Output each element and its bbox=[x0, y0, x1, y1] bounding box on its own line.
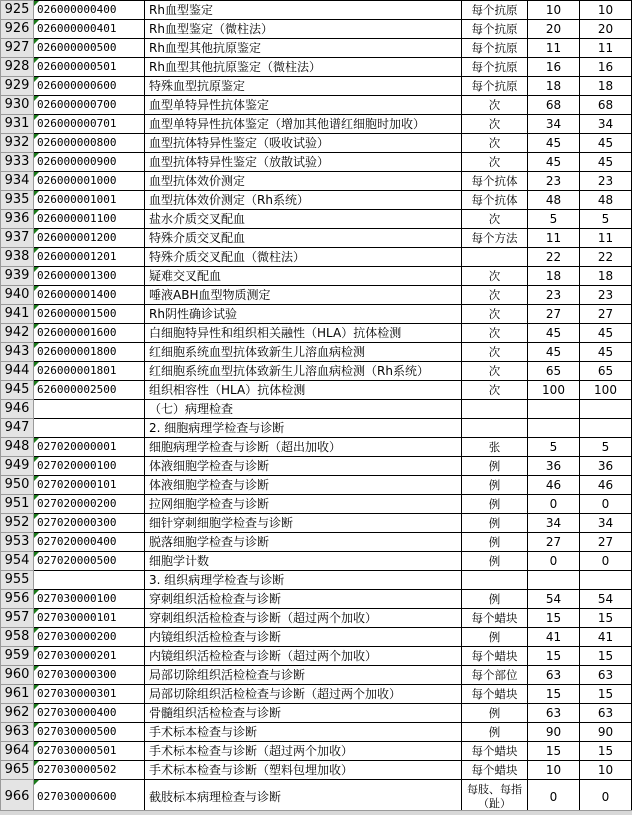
unit-cell[interactable]: 次 bbox=[462, 210, 528, 229]
item-name-cell[interactable]: 特殊血型抗原鉴定 bbox=[145, 77, 462, 96]
price-a-cell[interactable]: 54 bbox=[528, 590, 580, 609]
item-code-cell[interactable]: 026000000500 bbox=[34, 39, 145, 58]
unit-cell[interactable]: 例 bbox=[462, 533, 528, 552]
unit-cell[interactable]: 例 bbox=[462, 495, 528, 514]
price-b-cell[interactable]: 34 bbox=[580, 514, 632, 533]
price-a-cell[interactable]: 27 bbox=[528, 533, 580, 552]
price-b-cell[interactable]: 15 bbox=[580, 609, 632, 628]
price-a-cell[interactable]: 23 bbox=[528, 172, 580, 191]
row-number[interactable]: 958 bbox=[1, 628, 34, 647]
table-row bbox=[1, 647, 632, 666]
price-b-cell[interactable] bbox=[580, 419, 632, 438]
price-b-cell[interactable]: 45 bbox=[580, 343, 632, 362]
price-a-cell[interactable]: 63 bbox=[528, 704, 580, 723]
price-b-cell[interactable]: 5 bbox=[580, 210, 632, 229]
unit-cell[interactable]: 每个蜡块 bbox=[462, 609, 528, 628]
price-a-cell[interactable]: 100 bbox=[528, 381, 580, 400]
unit-cell[interactable]: 次 bbox=[462, 343, 528, 362]
price-b-cell[interactable]: 23 bbox=[580, 172, 632, 191]
price-a-cell[interactable]: 68 bbox=[528, 96, 580, 115]
table-row bbox=[1, 457, 632, 476]
table-row bbox=[1, 134, 632, 153]
table-row bbox=[1, 761, 632, 780]
row-number[interactable]: 954 bbox=[1, 552, 34, 571]
unit-cell[interactable]: 次 bbox=[462, 286, 528, 305]
unit-cell[interactable]: 例 bbox=[462, 590, 528, 609]
unit-cell[interactable]: 例 bbox=[462, 552, 528, 571]
unit-cell[interactable]: 每个抗原 bbox=[462, 39, 528, 58]
item-code-cell[interactable]: 027020000500 bbox=[34, 552, 145, 571]
item-name-cell[interactable]: 血型单特异性抗体鉴定 bbox=[145, 96, 462, 115]
table-row bbox=[1, 628, 632, 647]
item-code-cell[interactable]: 626000002500 bbox=[34, 381, 145, 400]
item-name-cell[interactable]: 2. 细胞病理学检查与诊断 bbox=[145, 419, 462, 438]
item-name-cell[interactable]: 血型抗体特异性鉴定（放散试验） bbox=[145, 153, 462, 172]
table-row bbox=[1, 362, 632, 381]
price-b-cell[interactable]: 45 bbox=[580, 134, 632, 153]
unit-cell[interactable] bbox=[462, 248, 528, 267]
row-number[interactable]: 955 bbox=[1, 571, 34, 590]
item-name-cell[interactable]: 内镜组织活检检查与诊断 bbox=[145, 628, 462, 647]
item-code-cell[interactable]: 027030000101 bbox=[34, 609, 145, 628]
price-a-cell[interactable]: 23 bbox=[528, 286, 580, 305]
table-row bbox=[1, 704, 632, 723]
item-code-cell[interactable]: 027030000600 bbox=[34, 780, 145, 815]
price-b-cell[interactable]: 41 bbox=[580, 628, 632, 647]
unit-cell[interactable]: 每个部位 bbox=[462, 666, 528, 685]
table-row bbox=[1, 210, 632, 229]
price-b-cell[interactable]: 15 bbox=[580, 742, 632, 761]
price-b-cell[interactable]: 18 bbox=[580, 77, 632, 96]
price-a-cell[interactable]: 22 bbox=[528, 248, 580, 267]
item-name-cell[interactable]: 血型抗体效价测定 bbox=[145, 172, 462, 191]
row-number[interactable]: 950 bbox=[1, 476, 34, 495]
item-code-cell[interactable]: 026000000700 bbox=[34, 96, 145, 115]
table-row bbox=[1, 723, 632, 742]
table-row bbox=[1, 229, 632, 248]
table-row bbox=[1, 58, 632, 77]
price-a-cell[interactable]: 11 bbox=[528, 229, 580, 248]
item-name-cell[interactable]: 组织相容性（HLA）抗体检测 bbox=[145, 381, 462, 400]
table-row bbox=[1, 324, 632, 343]
item-code-cell[interactable]: 026000001500 bbox=[34, 305, 145, 324]
item-code-cell[interactable] bbox=[34, 419, 145, 438]
price-a-cell[interactable]: 34 bbox=[528, 514, 580, 533]
unit-cell[interactable]: 次 bbox=[462, 362, 528, 381]
row-number[interactable]: 930 bbox=[1, 96, 34, 115]
item-name-cell[interactable]: 红细胞系统血型抗体致新生儿溶血病检测 bbox=[145, 343, 462, 362]
row-number[interactable]: 940 bbox=[1, 286, 34, 305]
row-number[interactable]: 938 bbox=[1, 248, 34, 267]
item-code-cell[interactable]: 027020000300 bbox=[34, 514, 145, 533]
row-number[interactable]: 928 bbox=[1, 58, 34, 77]
item-name-cell[interactable]: Rh血型鉴定 bbox=[145, 1, 462, 20]
row-number[interactable]: 953 bbox=[1, 533, 34, 552]
table-row bbox=[1, 20, 632, 39]
price-a-cell[interactable]: 48 bbox=[528, 191, 580, 210]
item-code-cell[interactable]: 026000001100 bbox=[34, 210, 145, 229]
price-b-cell[interactable]: 23 bbox=[580, 286, 632, 305]
row-number[interactable]: 944 bbox=[1, 362, 34, 381]
table-row bbox=[1, 514, 632, 533]
price-b-cell[interactable]: 54 bbox=[580, 590, 632, 609]
table-row bbox=[1, 77, 632, 96]
price-a-cell[interactable]: 11 bbox=[528, 39, 580, 58]
item-code-cell[interactable]: 027030000300 bbox=[34, 666, 145, 685]
table-row bbox=[1, 495, 632, 514]
row-number[interactable]: 964 bbox=[1, 742, 34, 761]
item-code-cell[interactable]: 027020000101 bbox=[34, 476, 145, 495]
row-number[interactable]: 925 bbox=[1, 1, 34, 20]
table-row bbox=[1, 571, 632, 590]
item-name-cell[interactable]: 血型抗体效价测定（Rh系统） bbox=[145, 191, 462, 210]
unit-cell[interactable]: 张 bbox=[462, 438, 528, 457]
item-code-cell[interactable]: 027030000400 bbox=[34, 704, 145, 723]
table-row bbox=[1, 39, 632, 58]
item-code-cell[interactable]: 026000000400 bbox=[34, 1, 145, 20]
price-b-cell[interactable]: 5 bbox=[580, 438, 632, 457]
item-name-cell[interactable]: 手术标本检查与诊断（塑料包埋加收） bbox=[145, 761, 462, 780]
unit-cell[interactable]: 例 bbox=[462, 704, 528, 723]
item-name-cell[interactable]: 内镜组织活检检查与诊断（超过两个加收） bbox=[145, 647, 462, 666]
price-b-cell[interactable]: 11 bbox=[580, 39, 632, 58]
unit-cell[interactable]: 次 bbox=[462, 96, 528, 115]
table-row bbox=[1, 533, 632, 552]
table-row bbox=[1, 438, 632, 457]
item-name-cell[interactable]: 局部切除组织活检检查与诊断（超过两个加收） bbox=[145, 685, 462, 704]
row-number[interactable]: 945 bbox=[1, 381, 34, 400]
unit-cell[interactable]: 次 bbox=[462, 134, 528, 153]
price-a-cell[interactable]: 15 bbox=[528, 647, 580, 666]
price-a-cell[interactable]: 5 bbox=[528, 210, 580, 229]
unit-cell[interactable] bbox=[462, 400, 528, 419]
row-number[interactable]: 935 bbox=[1, 191, 34, 210]
price-a-cell[interactable]: 15 bbox=[528, 609, 580, 628]
sheet-tab-bar bbox=[0, 810, 632, 815]
row-number[interactable]: 937 bbox=[1, 229, 34, 248]
unit-cell[interactable] bbox=[462, 571, 528, 590]
price-b-cell[interactable]: 90 bbox=[580, 723, 632, 742]
unit-cell[interactable]: 例 bbox=[462, 628, 528, 647]
unit-cell[interactable]: 次 bbox=[462, 115, 528, 134]
table-row bbox=[1, 419, 632, 438]
unit-cell[interactable]: 例 bbox=[462, 457, 528, 476]
item-code-cell[interactable]: 027030000500 bbox=[34, 723, 145, 742]
price-b-cell[interactable]: 45 bbox=[580, 153, 632, 172]
price-b-cell[interactable]: 20 bbox=[580, 20, 632, 39]
row-number[interactable]: 927 bbox=[1, 39, 34, 58]
item-code-cell[interactable]: 026000000900 bbox=[34, 153, 145, 172]
table-row bbox=[1, 1, 632, 20]
item-name-cell[interactable]: 3. 组织病理学检查与诊断 bbox=[145, 571, 462, 590]
unit-cell[interactable]: 次 bbox=[462, 267, 528, 286]
price-b-cell[interactable]: 18 bbox=[580, 267, 632, 286]
table-row bbox=[1, 343, 632, 362]
unit-cell[interactable] bbox=[462, 419, 528, 438]
row-number[interactable]: 948 bbox=[1, 438, 34, 457]
item-name-cell[interactable]: 截肢标本病理检查与诊断 bbox=[145, 780, 462, 815]
price-b-cell[interactable] bbox=[580, 571, 632, 590]
price-a-cell[interactable]: 90 bbox=[528, 723, 580, 742]
table-row bbox=[1, 590, 632, 609]
price-a-cell[interactable]: 10 bbox=[528, 1, 580, 20]
item-code-cell[interactable]: 026000001300 bbox=[34, 267, 145, 286]
unit-cell[interactable]: 次 bbox=[462, 324, 528, 343]
row-number[interactable]: 926 bbox=[1, 20, 34, 39]
item-code-cell[interactable]: 026000000600 bbox=[34, 77, 145, 96]
row-number[interactable]: 962 bbox=[1, 704, 34, 723]
unit-cell[interactable]: 次 bbox=[462, 305, 528, 324]
price-a-cell[interactable]: 34 bbox=[528, 115, 580, 134]
item-name-cell[interactable]: 盐水介质交叉配血 bbox=[145, 210, 462, 229]
table-row bbox=[1, 381, 632, 400]
price-a-cell[interactable] bbox=[528, 419, 580, 438]
row-number[interactable]: 929 bbox=[1, 77, 34, 96]
price-b-cell[interactable]: 48 bbox=[580, 191, 632, 210]
row-number[interactable]: 960 bbox=[1, 666, 34, 685]
row-number[interactable]: 947 bbox=[1, 419, 34, 438]
item-name-cell[interactable]: Rh阴性确诊试验 bbox=[145, 305, 462, 324]
price-b-cell[interactable]: 65 bbox=[580, 362, 632, 381]
row-number[interactable]: 941 bbox=[1, 305, 34, 324]
price-b-cell[interactable]: 16 bbox=[580, 58, 632, 77]
table-row bbox=[1, 115, 632, 134]
item-code-cell[interactable]: 026000000800 bbox=[34, 134, 145, 153]
unit-cell[interactable]: 次 bbox=[462, 153, 528, 172]
item-code-cell[interactable]: 026000001000 bbox=[34, 172, 145, 191]
unit-cell[interactable]: 每肢、每指（趾） bbox=[462, 780, 528, 815]
item-code-cell[interactable]: 026000000701 bbox=[34, 115, 145, 134]
item-name-cell[interactable]: 脱落细胞学检查与诊断 bbox=[145, 533, 462, 552]
item-name-cell[interactable]: 体液细胞学检查与诊断 bbox=[145, 457, 462, 476]
table-row bbox=[1, 172, 632, 191]
item-name-cell[interactable]: 红细胞系统血型抗体致新生儿溶血病检测（Rh系统） bbox=[145, 362, 462, 381]
item-name-cell[interactable]: 穿刺组织活检检查与诊断（超过两个加收） bbox=[145, 609, 462, 628]
row-number[interactable]: 956 bbox=[1, 590, 34, 609]
price-a-cell[interactable]: 0 bbox=[528, 780, 580, 815]
item-code-cell[interactable]: 027020000400 bbox=[34, 533, 145, 552]
price-a-cell[interactable]: 36 bbox=[528, 457, 580, 476]
row-number[interactable]: 959 bbox=[1, 647, 34, 666]
price-b-cell[interactable]: 68 bbox=[580, 96, 632, 115]
price-b-cell[interactable]: 11 bbox=[580, 229, 632, 248]
unit-cell[interactable]: 每个抗原 bbox=[462, 58, 528, 77]
item-code-cell[interactable]: 026000001200 bbox=[34, 229, 145, 248]
unit-cell[interactable]: 次 bbox=[462, 381, 528, 400]
price-a-cell[interactable]: 5 bbox=[528, 438, 580, 457]
item-code-cell[interactable]: 026000001600 bbox=[34, 324, 145, 343]
unit-cell[interactable]: 每个抗原 bbox=[462, 1, 528, 20]
unit-cell[interactable]: 每个蜡块 bbox=[462, 685, 528, 704]
price-b-cell[interactable]: 27 bbox=[580, 305, 632, 324]
unit-cell[interactable]: 每个抗体 bbox=[462, 172, 528, 191]
item-code-cell[interactable] bbox=[34, 400, 145, 419]
item-code-cell[interactable]: 027030000200 bbox=[34, 628, 145, 647]
table-row bbox=[1, 248, 632, 267]
item-name-cell[interactable]: Rh血型其他抗原鉴定 bbox=[145, 39, 462, 58]
table-row bbox=[1, 153, 632, 172]
price-b-cell[interactable]: 0 bbox=[580, 495, 632, 514]
price-a-cell[interactable]: 15 bbox=[528, 742, 580, 761]
unit-cell[interactable]: 例 bbox=[462, 723, 528, 742]
item-name-cell[interactable]: 手术标本检查与诊断（超过两个加收） bbox=[145, 742, 462, 761]
item-name-cell[interactable]: 局部切除组织活检检查与诊断 bbox=[145, 666, 462, 685]
price-b-cell[interactable]: 34 bbox=[580, 115, 632, 134]
table-row bbox=[1, 305, 632, 324]
item-code-cell[interactable]: 026000001400 bbox=[34, 286, 145, 305]
item-name-cell[interactable]: Rh血型鉴定（微柱法） bbox=[145, 20, 462, 39]
item-code-cell[interactable]: 027030000100 bbox=[34, 590, 145, 609]
item-name-cell[interactable]: 特殊介质交叉配血（微柱法） bbox=[145, 248, 462, 267]
row-number[interactable]: 951 bbox=[1, 495, 34, 514]
price-b-cell[interactable]: 15 bbox=[580, 647, 632, 666]
item-code-cell[interactable]: 026000001801 bbox=[34, 362, 145, 381]
price-b-cell[interactable]: 22 bbox=[580, 248, 632, 267]
price-b-cell[interactable] bbox=[580, 400, 632, 419]
price-a-cell[interactable]: 15 bbox=[528, 685, 580, 704]
item-name-cell[interactable]: 细胞病理学检查与诊断（超出加收） bbox=[145, 438, 462, 457]
row-number[interactable]: 939 bbox=[1, 267, 34, 286]
table-row bbox=[1, 400, 632, 419]
unit-cell[interactable]: 每个蜡块 bbox=[462, 647, 528, 666]
item-code-cell[interactable]: 026000001201 bbox=[34, 248, 145, 267]
price-b-cell[interactable]: 15 bbox=[580, 685, 632, 704]
item-code-cell[interactable]: 026000000501 bbox=[34, 58, 145, 77]
price-a-cell[interactable]: 0 bbox=[528, 495, 580, 514]
table-row bbox=[1, 552, 632, 571]
price-b-cell[interactable]: 10 bbox=[580, 1, 632, 20]
item-code-cell[interactable]: 027020000001 bbox=[34, 438, 145, 457]
table-row bbox=[1, 267, 632, 286]
unit-cell[interactable]: 每个抗体 bbox=[462, 191, 528, 210]
row-number[interactable]: 932 bbox=[1, 134, 34, 153]
item-code-cell[interactable]: 026000000401 bbox=[34, 20, 145, 39]
table-body bbox=[1, 1, 632, 815]
price-a-cell[interactable]: 41 bbox=[528, 628, 580, 647]
item-name-cell[interactable]: 白细胞特异性和组织相关融性（HLA）抗体检测 bbox=[145, 324, 462, 343]
row-number[interactable]: 952 bbox=[1, 514, 34, 533]
table-row bbox=[1, 191, 632, 210]
row-number[interactable]: 931 bbox=[1, 115, 34, 134]
item-code-cell[interactable]: 026000001001 bbox=[34, 191, 145, 210]
row-number[interactable]: 942 bbox=[1, 324, 34, 343]
price-a-cell[interactable]: 18 bbox=[528, 77, 580, 96]
unit-cell[interactable]: 每个抗原 bbox=[462, 20, 528, 39]
item-name-cell[interactable]: 特殊介质交叉配血 bbox=[145, 229, 462, 248]
item-name-cell[interactable]: 手术标本检查与诊断 bbox=[145, 723, 462, 742]
item-name-cell[interactable]: Rh血型其他抗原鉴定（微柱法） bbox=[145, 58, 462, 77]
item-code-cell[interactable]: 027020000100 bbox=[34, 457, 145, 476]
unit-cell[interactable]: 每个方法 bbox=[462, 229, 528, 248]
row-number[interactable]: 936 bbox=[1, 210, 34, 229]
item-code-cell[interactable]: 027020000200 bbox=[34, 495, 145, 514]
table-row bbox=[1, 286, 632, 305]
item-code-cell[interactable]: 027030000301 bbox=[34, 685, 145, 704]
price-a-cell[interactable]: 18 bbox=[528, 267, 580, 286]
item-name-cell[interactable]: 体液细胞学检查与诊断 bbox=[145, 476, 462, 495]
item-code-cell[interactable]: 027030000201 bbox=[34, 647, 145, 666]
price-b-cell[interactable]: 10 bbox=[580, 761, 632, 780]
unit-cell[interactable]: 每个蜡块 bbox=[462, 742, 528, 761]
unit-cell[interactable]: 例 bbox=[462, 476, 528, 495]
price-a-cell[interactable]: 27 bbox=[528, 305, 580, 324]
price-a-cell[interactable]: 20 bbox=[528, 20, 580, 39]
item-name-cell[interactable]: 血型抗体特异性鉴定（吸收试验） bbox=[145, 134, 462, 153]
item-name-cell[interactable]: 细针穿刺细胞学检查与诊断 bbox=[145, 514, 462, 533]
price-b-cell[interactable]: 27 bbox=[580, 533, 632, 552]
row-number[interactable]: 961 bbox=[1, 685, 34, 704]
price-b-cell[interactable]: 63 bbox=[580, 666, 632, 685]
item-name-cell[interactable]: 唾液ABH血型物质测定 bbox=[145, 286, 462, 305]
unit-cell[interactable]: 每个蜡块 bbox=[462, 761, 528, 780]
price-a-cell[interactable] bbox=[528, 571, 580, 590]
price-a-cell[interactable]: 46 bbox=[528, 476, 580, 495]
price-a-cell[interactable]: 45 bbox=[528, 343, 580, 362]
table-row bbox=[1, 666, 632, 685]
table-row bbox=[1, 742, 632, 761]
item-name-cell[interactable]: （七）病理检查 bbox=[145, 400, 462, 419]
row-number[interactable]: 943 bbox=[1, 343, 34, 362]
item-code-cell[interactable]: 027030000501 bbox=[34, 742, 145, 761]
price-a-cell[interactable] bbox=[528, 400, 580, 419]
unit-cell[interactable]: 每个抗原 bbox=[462, 77, 528, 96]
price-a-cell[interactable]: 45 bbox=[528, 324, 580, 343]
item-name-cell[interactable]: 穿刺组织活检检查与诊断 bbox=[145, 590, 462, 609]
row-number[interactable]: 946 bbox=[1, 400, 34, 419]
item-code-cell[interactable]: 026000001800 bbox=[34, 343, 145, 362]
table-row bbox=[1, 96, 632, 115]
item-code-cell[interactable]: 027030000502 bbox=[34, 761, 145, 780]
price-b-cell[interactable]: 0 bbox=[580, 552, 632, 571]
table-row bbox=[1, 609, 632, 628]
row-number[interactable]: 934 bbox=[1, 172, 34, 191]
item-name-cell[interactable]: 拉网细胞学检查与诊断 bbox=[145, 495, 462, 514]
price-a-cell[interactable]: 45 bbox=[528, 134, 580, 153]
price-a-cell[interactable]: 0 bbox=[528, 552, 580, 571]
row-number[interactable]: 963 bbox=[1, 723, 34, 742]
table-row bbox=[1, 476, 632, 495]
unit-cell[interactable]: 例 bbox=[462, 514, 528, 533]
price-b-cell[interactable]: 46 bbox=[580, 476, 632, 495]
row-number[interactable]: 966 bbox=[1, 780, 34, 815]
table-row bbox=[1, 685, 632, 704]
price-a-cell[interactable]: 65 bbox=[528, 362, 580, 381]
price-a-cell[interactable]: 16 bbox=[528, 58, 580, 77]
price-b-cell[interactable]: 100 bbox=[580, 381, 632, 400]
item-code-cell[interactable] bbox=[34, 571, 145, 590]
row-number[interactable]: 965 bbox=[1, 761, 34, 780]
row-number[interactable]: 949 bbox=[1, 457, 34, 476]
price-b-cell[interactable]: 45 bbox=[580, 324, 632, 343]
row-number[interactable]: 957 bbox=[1, 609, 34, 628]
item-name-cell[interactable]: 细胞学计数 bbox=[145, 552, 462, 571]
item-name-cell[interactable]: 疑难交叉配血 bbox=[145, 267, 462, 286]
item-name-cell[interactable]: 血型单特异性抗体鉴定（增加其他谱红细胞时加收） bbox=[145, 115, 462, 134]
row-number[interactable]: 933 bbox=[1, 153, 34, 172]
price-b-cell[interactable]: 63 bbox=[580, 704, 632, 723]
item-name-cell[interactable]: 骨髓组织活检检查与诊断 bbox=[145, 704, 462, 723]
price-a-cell[interactable]: 45 bbox=[528, 153, 580, 172]
price-a-cell[interactable]: 63 bbox=[528, 666, 580, 685]
price-a-cell[interactable]: 10 bbox=[528, 761, 580, 780]
price-b-cell[interactable]: 0 bbox=[580, 780, 632, 815]
price-b-cell[interactable]: 36 bbox=[580, 457, 632, 476]
